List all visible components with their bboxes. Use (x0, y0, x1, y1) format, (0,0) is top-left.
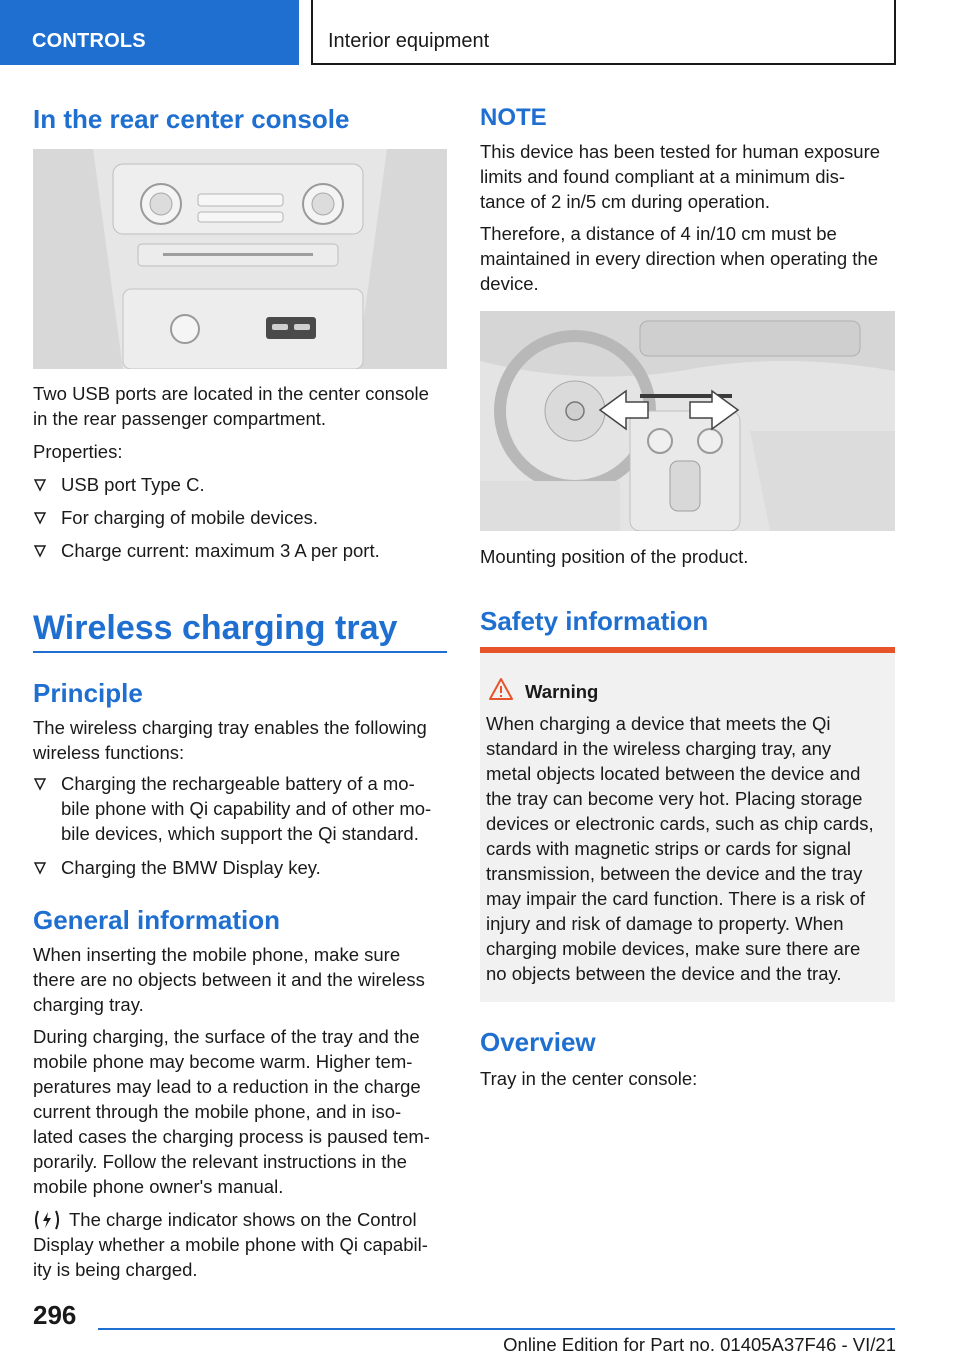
list-item (33, 855, 447, 880)
text-line: This device has been tested for human exposure (480, 141, 881, 162)
list-item (33, 505, 447, 530)
header-chapter-label: Interior equipment (328, 30, 490, 52)
general-paragraph-2 (33, 1024, 447, 1199)
safety-heading: Safety information (480, 606, 709, 636)
general-heading: General information (33, 905, 281, 935)
text-line: devices or electronic cards, such as chip cards, (486, 813, 874, 834)
footer-rule (98, 1328, 895, 1330)
warning-text (486, 711, 888, 986)
text-line: During charging, the surface of the tray and the (33, 1026, 420, 1047)
text-line: Charging the rechargeable battery of a mo- (61, 773, 415, 794)
principle-heading: Principle (33, 678, 143, 708)
mounting-caption: Mounting position of the product. (480, 546, 749, 567)
text-line: bile devices, which support the Qi standard. (61, 823, 419, 844)
text-line: limits and found compliant at a minimum dis- (480, 166, 846, 187)
list-item (33, 771, 447, 846)
overview-paragraph: Tray in the center console: (480, 1068, 698, 1089)
text-line: the tray can become very hot. Placing storage (486, 788, 863, 809)
text-line: injury and risk of damage to property. When (486, 913, 844, 934)
header-section-tab (0, 0, 299, 65)
header-chapter-box (311, 0, 896, 65)
text-line: may impair the card function. There is a risk of (486, 888, 866, 909)
text-line: Two USB ports are located in the center console (33, 383, 429, 404)
rear-console-paragraph (33, 381, 447, 431)
properties-label: Properties: (33, 441, 123, 462)
text-line: tance of 2 in/5 cm during operation. (480, 191, 771, 212)
warning-triangle-icon (488, 677, 514, 701)
header-section-label: CONTROLS (32, 30, 146, 52)
triangle-bullet-icon (33, 777, 47, 791)
text-line: metal objects located between the device and (486, 763, 861, 784)
list-item-text: For charging of mobile devices. (61, 507, 319, 528)
text-line: charging tray. (33, 994, 144, 1015)
general-paragraph-1 (33, 942, 447, 1017)
text-line: Display whether a mobile phone with Qi capabil- (33, 1234, 428, 1255)
text-line: no objects between the device and the tray. (486, 963, 842, 984)
triangle-bullet-icon (33, 478, 47, 492)
text-line: lated cases the charging process is paused tem- (33, 1126, 430, 1147)
note-paragraph-1 (480, 139, 895, 214)
text-line: ity is being charged. (33, 1259, 198, 1280)
indicator-paragraph (33, 1207, 447, 1282)
mounting-position-image (480, 311, 895, 531)
overview-heading: Overview (480, 1027, 596, 1057)
rear-console-heading: In the rear center console (33, 104, 350, 134)
list-item-text: Charge current: maximum 3 A per port. (61, 540, 380, 561)
list-item-text: USB port Type C. (61, 474, 205, 495)
text-line: transmission, between the device and the tray (486, 863, 863, 884)
text-line: in the rear passenger compartment. (33, 408, 327, 429)
text-line: When charging a device that meets the Qi (486, 713, 831, 734)
warning-title: Warning (525, 681, 599, 702)
text-line: charging mobile devices, make sure there are (486, 938, 861, 959)
text-line: there are no objects between it and the wireless (33, 969, 425, 990)
heading-rule (33, 651, 447, 653)
note-paragraph-2 (480, 221, 895, 296)
text-line: bile phone with Qi capability and of other mo- (61, 798, 432, 819)
triangle-bullet-icon (33, 861, 47, 875)
text-line: maintained in every direction when operating the (480, 248, 878, 269)
note-title: NOTE (480, 104, 547, 131)
main-heading: Wireless charging tray (33, 609, 398, 647)
list-item-text: Charging the BMW Display key. (61, 857, 321, 878)
list-item (33, 472, 447, 497)
text-line: standard in the wireless charging tray, any (486, 738, 832, 759)
principle-paragraph (33, 715, 447, 765)
text-line: mobile phone may become warm. Higher tem- (33, 1051, 413, 1072)
text-line: porarily. Follow the relevant instructions in the (33, 1151, 407, 1172)
text-line: mobile phone owner's manual. (33, 1176, 284, 1197)
text-line: current through the mobile phone, and in iso- (33, 1101, 402, 1122)
text-line: When inserting the mobile phone, make sure (33, 944, 401, 965)
footer-edition: Online Edition for Part no. 01405A37F46 - VI/21 (503, 1334, 896, 1355)
list-item-text (61, 771, 431, 846)
text-line: wireless functions: (33, 742, 185, 763)
triangle-bullet-icon (33, 511, 47, 525)
triangle-bullet-icon (33, 544, 47, 558)
warning-box (480, 647, 895, 1002)
page-number: 296 (33, 1300, 77, 1330)
text-line: The wireless charging tray enables the following (33, 717, 427, 738)
text-line: Therefore, a distance of 4 in/10 cm must be (480, 223, 837, 244)
list-item (33, 538, 447, 563)
rear-console-image (33, 149, 447, 369)
text-line: The charge indicator shows on the Control (69, 1209, 417, 1230)
text-line: cards with magnetic strips or cards for signal (486, 838, 851, 859)
wireless-charging-icon (33, 1209, 61, 1231)
text-line: peratures may lead to a reduction in the charge (33, 1076, 421, 1097)
text-line: device. (480, 273, 539, 294)
